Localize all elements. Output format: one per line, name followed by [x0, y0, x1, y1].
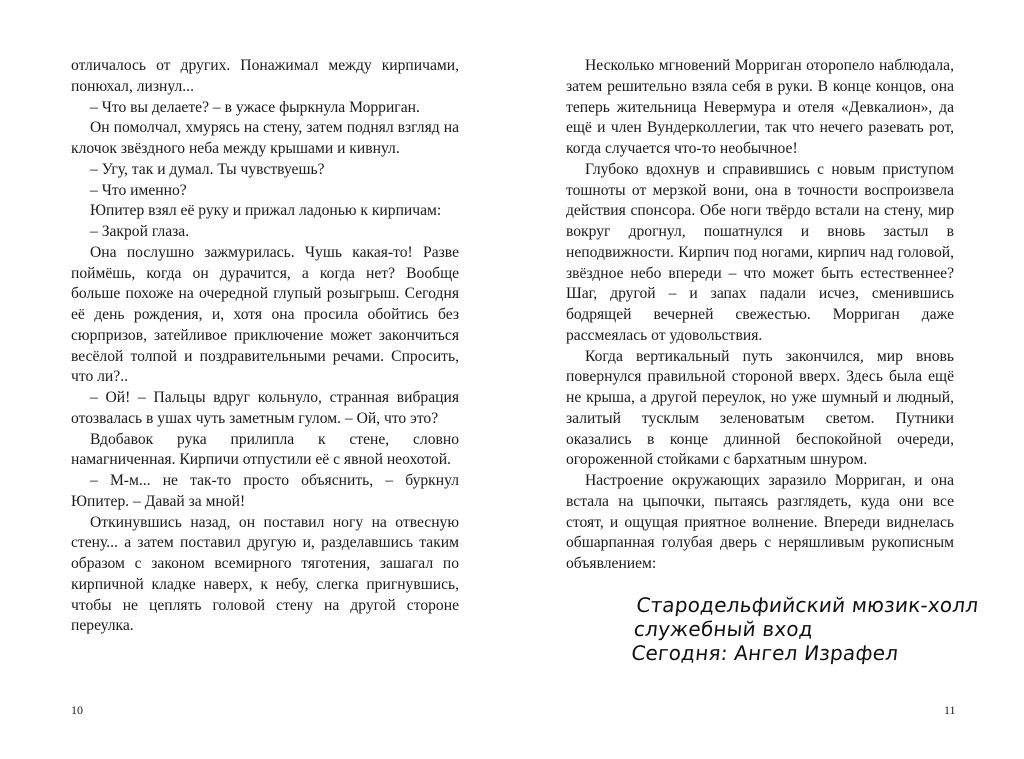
page-number-right: 11 — [944, 703, 956, 717]
paragraph: – Ой! – Пальцы вдруг кольнуло, странная вибрация отозвалась в ушах чуть заметным гулом. – Ой, что это? — [71, 389, 459, 427]
paragraph: Вдобавок рука прилипла к стене, словно намагниченная. Кирпичи отпустили её с явной неохотой. — [71, 430, 459, 469]
paragraph: Она послушно зажмурилась. Чушь какая-то! Разве поймёшь, когда он дурачится, а когда нет? Вообще больше похоже на очередной глупый розыгрыш. Сегодня её день рождения, и, хотя она просила обойтись без сюрпризов, затейливое приключение может закончиться весёлой толпой и поздравительными речами. Спросить, что ли?.. — [71, 243, 459, 386]
paragraph: – Закрой глаза. — [90, 223, 190, 240]
left-page — [71, 56, 459, 637]
paragraph: Когда вертикальный путь закончился, мир вновь повернулся правильной стороной вверх. Здесь была ещё не крыша, а другой переулок, но уже шумный и людный, залитый тусклым зеленоватым светом. Путники оказались в конце длинной беспокойной очереди, огороженной стойками с бархатным шнуром. — [566, 347, 954, 469]
sign-line: Стародельфийский мюзик-холл — [635, 592, 980, 617]
paragraph: – М-м... не так-то просто объяснить, – буркнул Юпитер. – Давай за мной! — [71, 472, 459, 510]
page-number-left: 10 — [71, 703, 83, 717]
handwritten-sign — [630, 592, 980, 665]
paragraph: – Что именно? — [90, 181, 187, 199]
paragraph: Он помолчал, хмурясь на стену, затем поднял взгляд на клочок звёздного неба между крышами и кивнул. — [71, 119, 459, 157]
paragraph: Юпитер взял её руку и прижал ладонью к кирпичам: — [90, 202, 442, 220]
paragraph: Настроение окружающих заразило Морриган, и она встала на цыпочки, пытаясь разглядеть, куда они все стоят, и ощущая приятное волнение. Впереди виднелась обшарпанная голубая дверь с неряшливым рукописным объявлением: — [566, 472, 954, 572]
paragraph: Несколько мгновений Морриган оторопело наблюдала, затем решительно взяла себя в руки. В конце концов, она теперь жительница Невермура и отеля «Девкалион», да ещё и член Вундерколлегии, так что нечего разевать рот, когда случается что-то необычное! — [566, 57, 954, 157]
paragraph: – Что вы делаете? – в ужасе фыркнула Морриган. — [90, 98, 420, 116]
paragraph: Откинувшись назад, он поставил ногу на отвесную стену... а затем поставил другую и, разделавшись таким образом с законом всемирного тяготения, зашагал по кирпичной кладке наверх, к небу, слегка пригнувшись, чтобы не цеплять головой стену на другой стороне переулка. — [71, 513, 459, 635]
paragraph: – Угу, так и думал. Ты чувствуешь? — [90, 160, 325, 178]
sign-line: Сегодня: Ангел Израфел — [630, 640, 900, 665]
sign-line: служебный вход — [632, 616, 815, 641]
right-page — [566, 56, 980, 665]
paragraph: Глубоко вдохнув и справившись с новым приступом тошноты от мерзкой вони, она в точности воспроизвела действия спонсора. Обе ноги твёрдо встали на стену, мир вокруг дрогнул, пошатнулся и вновь застыл в неподвижности. Кирпич под ногами, кирпич над головой, звёздное небо впереди – что может быть естественнее? Шаг, другой – и запах падали исчез, сменившись бодрящей вечерней свежестью. Морриган даже рассмеялась от удовольствия. — [566, 160, 954, 344]
paragraph: отличалось от других. Понажимал между кирпичами, понюхал, лизнул... — [71, 57, 459, 95]
